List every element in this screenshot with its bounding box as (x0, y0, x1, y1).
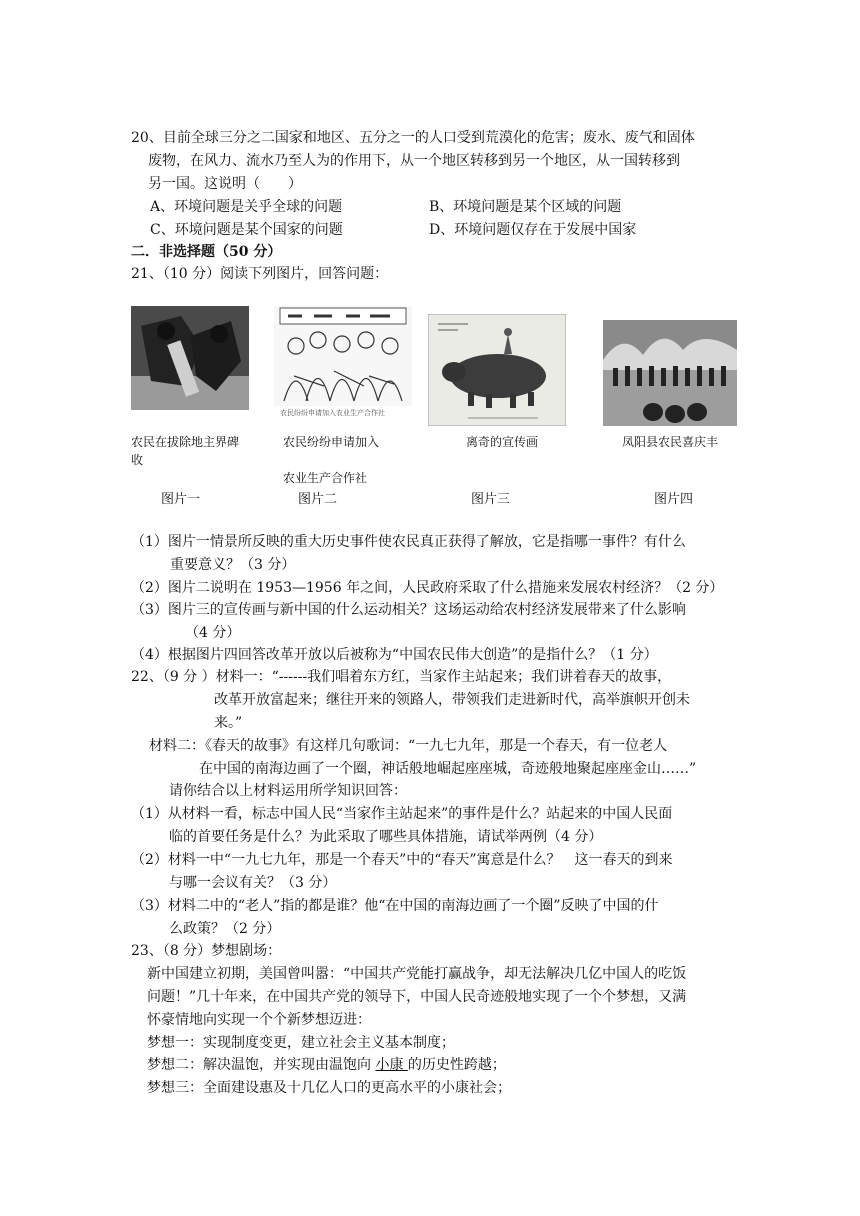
q23-dream-2-underlined: 小康 (375, 1057, 408, 1073)
q22-material2-line2: 在中国的南海边画了一个圈，神话般地崛起座座城，奇迹般地聚起座座金山……” (199, 761, 697, 777)
q21-sub1-line2: 重要意义？（3 分） (170, 557, 296, 573)
q21-sub3-line1: （3）图片三的宣传画与新中国的什么运动相关？这场运动给农村经济发展带来了什么影响 (131, 602, 686, 618)
q20-line-3: 另一国。这说明（ ） (148, 176, 302, 192)
q21-sub2: （2）图片二说明在 1953—1956 年之间，人民政府采取了什么措施来发展农村经济？（2 分） (131, 580, 724, 596)
q20-option-c: C、环境问题是某个国家的问题 (150, 222, 343, 238)
picture-2-caption-cont: 农业生产合作社 (283, 471, 368, 485)
q20-option-a: A、环境问题是关乎全球的问题 (150, 199, 343, 215)
picture-2-label: 图片二 (298, 492, 338, 507)
q21-intro: 21、（10 分）阅读下列图片，回答问题： (131, 266, 389, 282)
q21-sub3-line2: （4 分） (185, 625, 241, 641)
picture-3-caption: 离奇的宣传画 (466, 435, 539, 449)
q23-dream-2-prefix: 梦想二：解决温饱，并实现由温饱向 (147, 1057, 376, 1073)
q22-sub2-line1: （2）材料一中“一九七九年，那是一个春天”中的“春天”寓意是什么？ 这一春天的到来 (131, 852, 673, 868)
picture-4-caption: 凤阳县农民喜庆丰 (622, 435, 719, 449)
q23-paragraph-line3: 怀豪情地向实现一个个新梦想迈进： (147, 1012, 371, 1028)
q22-material1-line1: 22、（9 分 ）材料一：“------我们唱着东方红，当家作主站起来；我们讲着春天的故事， (131, 669, 672, 685)
picture-4-photo (603, 320, 737, 426)
q22-sub1-line2: 临的首要任务是什么？为此采取了哪些具体措施，请试举两例（4 分） (169, 829, 603, 845)
q20-option-d: D、环境问题仅存在于发展中国家 (429, 222, 637, 238)
q20-line-2: 废物，在风力、流水乃至人为的作用下，从一个地区转移到另一个地区，从一国转移到 (148, 153, 680, 169)
q22-material2-line1: 材料二：《春天的故事》有这样几句歌词：“一九七九年，那是一个春天，有一位老人 (149, 738, 668, 754)
q22-sub3-line1: （3）材料二中的“老人”指的都是谁？他“在中国的南海边画了一个圈”反映了中国的什 (131, 898, 659, 914)
picture-3-label: 图片三 (471, 492, 511, 507)
section-heading: 二．非选择题（50 分） (131, 244, 282, 260)
q23-dream-1: 梦想一：实现制度变更，建立社会主义基本制度； (147, 1035, 455, 1051)
picture-1-photo (131, 306, 249, 410)
picture-3-poster (428, 314, 566, 426)
picture-1-caption-cont: 收 (131, 453, 144, 467)
q23-dream-3: 梦想三：全面建设惠及十几亿人口的更高水平的小康社会； (147, 1080, 511, 1096)
q22-sub1-line1: （1）从材料一看，标志中国人民“当家作主站起来”的事件是什么？站起来的中国人民面 (131, 806, 673, 822)
q22-material1-line3: 来。” (214, 715, 243, 731)
picture-4-label: 图片四 (654, 492, 694, 507)
picture-2-caption: 农民纷纷申请加入 (283, 435, 380, 449)
q23-paragraph-line1: 新中国建立初期，美国曾叫嚣：“中国共产党能打赢战争，却无法解决几亿中国人的吃饭 (147, 966, 687, 982)
q21-sub4: （4）根据图片四回答改革开放以后被称为“中国农民伟大创造”的是指什么？（1 分） (131, 647, 658, 663)
q22-sub3-line2: 么政策？（2 分） (169, 921, 281, 937)
q23-dream-2-suffix: 的历史性跨越； (407, 1057, 506, 1073)
picture-1-label: 图片一 (161, 492, 201, 507)
q23-title: 23、（8 分）梦想剧场： (131, 943, 282, 959)
q23-dream-2 (147, 1055, 506, 1075)
q22-material1-line2: 改革开放富起来；继往开来的领路人，带领我们走进新时代，高举旗帜开创未 (214, 692, 690, 708)
q23-paragraph-line2: 问题！”几十年来，在中国共产党的领导下，中国人民奇迹般地实现了一个个梦想，又满 (147, 989, 687, 1005)
picture-2-drawing (274, 306, 412, 424)
q22-instruction: 请你结合以上材料运用所学知识回答： (169, 783, 407, 799)
q22-sub2-line2: 与哪一会议有关？（3 分） (169, 875, 337, 891)
q20-line-1: 20、目前全球三分之二国家和地区、五分之一的人口受到荒漠化的危害；废水、废气和固体 (131, 130, 695, 146)
q20-option-b: B、环境问题是某个区域的问题 (429, 199, 622, 215)
picture-2-inner-title: 农民纷纷申请加入农业生产合作社 (280, 409, 385, 417)
q21-sub1-line1: （1）图片一情景所反映的重大历史事件使农民真正获得了解放，它是指哪一事件？有什么 (131, 534, 686, 550)
picture-1-caption: 农民在拔除地主界碑 (131, 435, 240, 449)
